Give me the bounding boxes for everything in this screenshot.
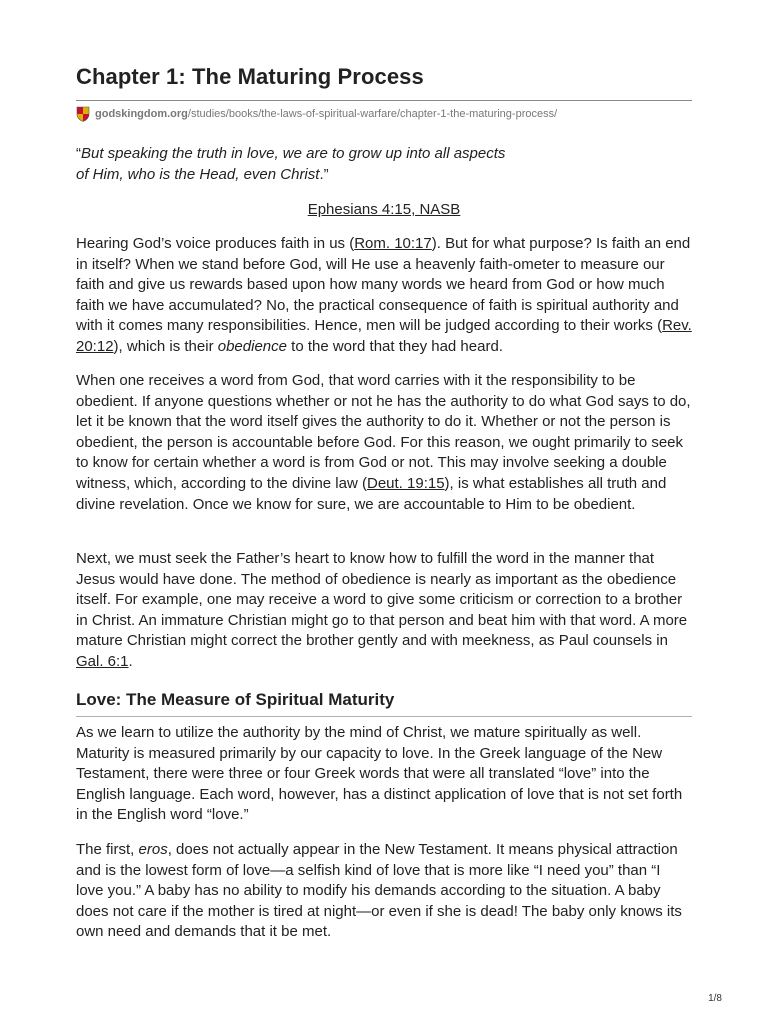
section-divider [76, 716, 692, 717]
emphasis-text: eros [138, 841, 168, 858]
text-segment: ). But for what purpose? Is faith an end in itself? When we stand before God, will He use a heavenly faith-ometer to measure our faith and give us rewards based upon how many words we heard from God or how much faith we have accumulated? No, the practical consequence of faith is spiritual authority and with it comes many responsibilities. Hence, men will be judged according to their works ( [76, 235, 691, 335]
title-divider [76, 100, 692, 101]
section-heading: Love: The Measure of Spiritual Maturity [76, 690, 395, 709]
text-segment: ), is what establishes all truth and divine revelation. Once we know for sure, we are accountable to Him to be obedient. [76, 474, 667, 513]
source-domain[interactable]: godskingdom.org [95, 108, 188, 120]
scripture-link-deut[interactable]: Deut. 19:15 [366, 474, 445, 492]
scripture-link-gal[interactable]: Gal. 6:1 [76, 652, 129, 670]
epigraph-line-1: But speaking the truth in love, we are to grow up into all aspects [81, 145, 506, 162]
paragraph-5 [76, 840, 692, 943]
text-segment: , does not actually appear in the New Testament. It means physical attraction and is the lowest form of love—a selfish kind of love that is more like “I need you” than “I love you.” A baby has no ability to modify his demands according to the situation. A baby does not care if the mother is tired at night—or even if she is dead! The baby only knows its own need and demands that it be met. [76, 841, 682, 941]
source-url[interactable] [76, 106, 557, 122]
epigraph-line-2: of Him, who is the Head, even Christ [76, 165, 320, 183]
paragraph-4 [76, 723, 692, 826]
text-segment: When one receives a word from God, that word carries with it the responsibility to be obedient. If anyone questions whether or not he has the authority to do what God says to do, let it be known that the word itself gives the authority to do it. Whether or not the person is obedient, the person is accountable before God. For this reason, we ought primarily to seek to know for certain whether a word is from God or not. This may involve seeking a double witness, which, according to the divine law ( [76, 372, 691, 492]
text-segment: to the word that they had heard. [286, 337, 503, 355]
paragraph-3 [76, 549, 692, 673]
open-quote: “ [76, 145, 81, 162]
text-segment: The first, [76, 841, 139, 858]
text-segment: . [128, 652, 133, 670]
emphasis-text: obedience [217, 337, 287, 355]
epigraph-quote [76, 144, 546, 185]
shield-crest-icon [76, 106, 90, 122]
source-path[interactable]: /studies/books/the-laws-of-spiritual-warfare/chapter-1-the-maturing-process/ [187, 108, 558, 120]
paragraph-1 [76, 234, 692, 358]
text-segment: Next, we must seek the Father’s heart to know how to fulfill the word in the manner that Jesus would have done. The method of obedience is nearly as important as the obedience itself. For example, one may receive a word to give some criticism or correction to a brother in Christ. An immature Christian might go to that person and beat him with that word. A more mature Christian might correct the brother gently and with meekness, as Paul counsels in [76, 550, 688, 650]
paragraph-2 [76, 371, 692, 515]
page-title: Chapter 1: The Maturing Process [76, 64, 424, 89]
text-segment: As we learn to utilize the authority by the mind of Christ, we mature spiritually as well. Maturity is measured primarily by our capacity to love. In the Greek language of the New Testament, there were three or four Greek words that were all translated “love” into the English language. Each word, however, has a distinct application of love that is not set forth in the English word “love.” [76, 724, 683, 824]
scripture-link-rev[interactable]: Rev. 20:12 [76, 317, 692, 355]
epigraph-citation [76, 200, 692, 220]
scripture-link-rom[interactable]: Rom. 10:17 [354, 235, 432, 252]
citation-link[interactable]: Ephesians 4:15, NASB [307, 201, 461, 218]
page-number: 1/8 [708, 993, 722, 1004]
text-segment: ), which is their [113, 337, 218, 355]
text-segment: Hearing God’s voice produces faith in us ( [76, 235, 355, 252]
close-quote: .” [319, 165, 329, 183]
